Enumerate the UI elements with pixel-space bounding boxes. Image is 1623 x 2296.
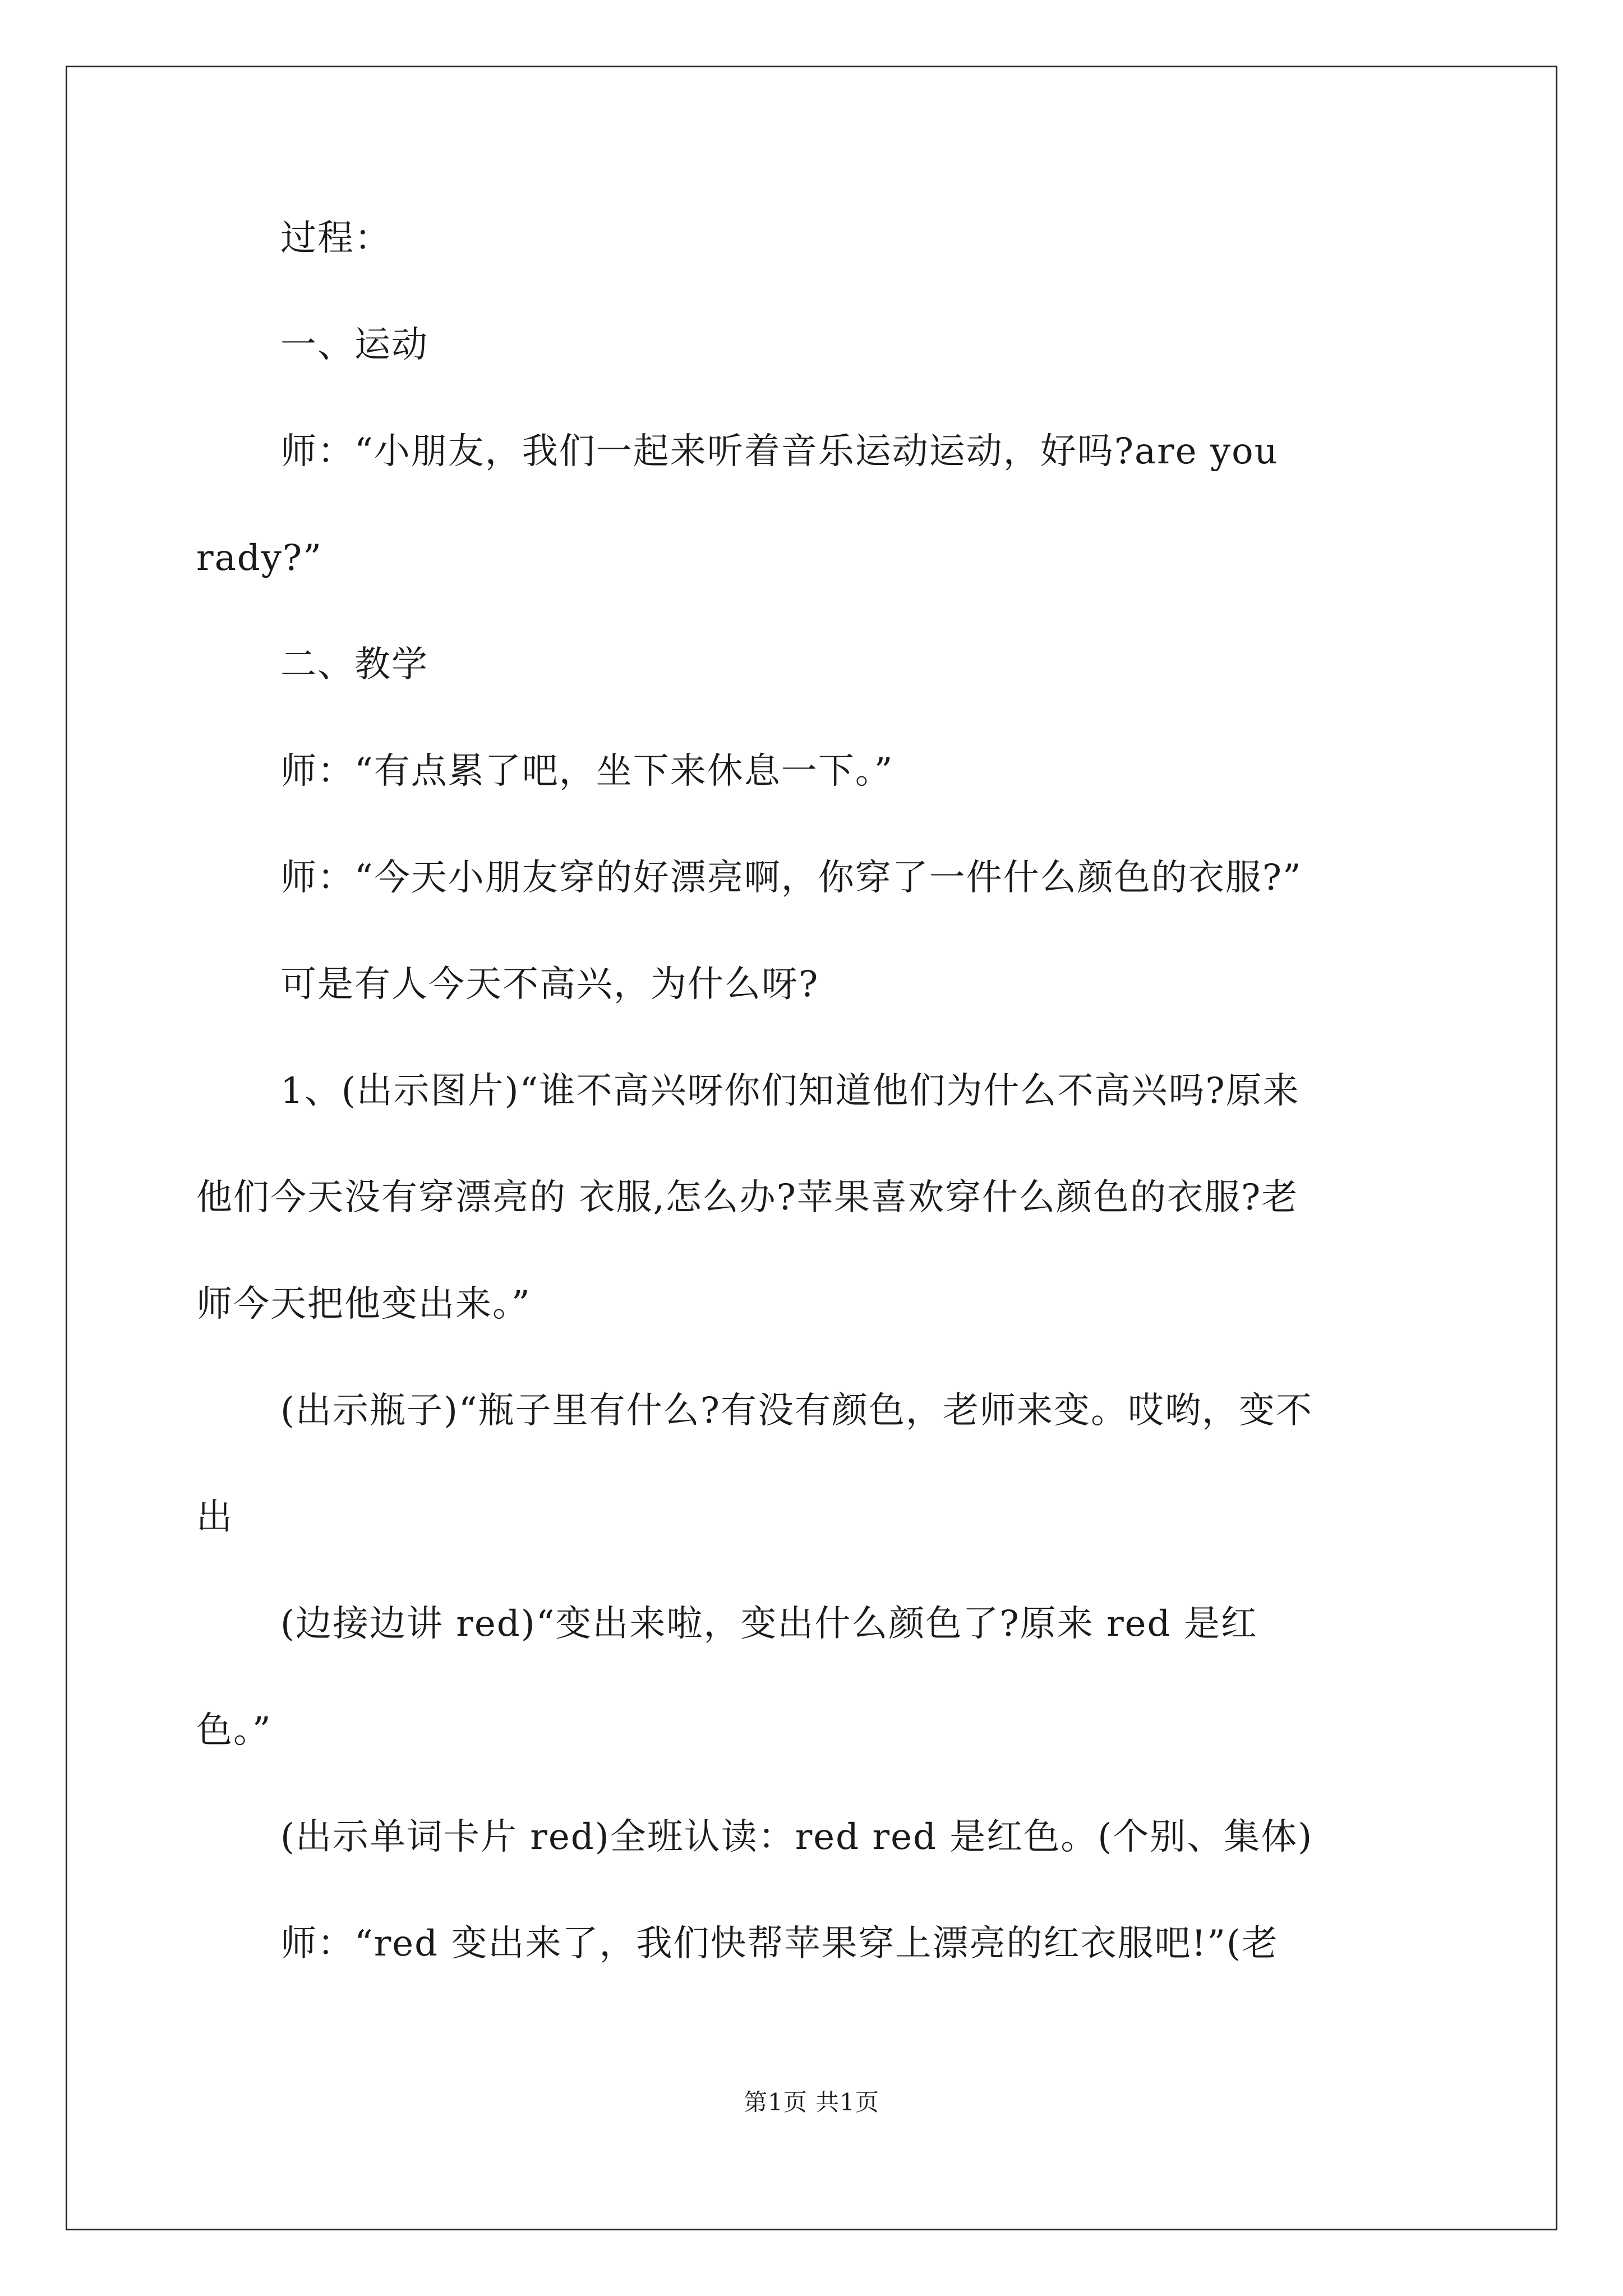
- text-line: 二、教学: [280, 644, 428, 685]
- text-line: 可是有人今天不高兴，为什么呀?: [280, 964, 819, 1005]
- text-line: 师今天把他变出来。”: [196, 1283, 531, 1325]
- text-line: 1、(出示图片)“谁不高兴呀你们知道他们为什么不高兴吗?原来: [280, 1070, 1300, 1112]
- text-line: 出: [196, 1497, 233, 1538]
- text-line: rady?”: [196, 537, 322, 579]
- text-line: 过程：: [280, 218, 391, 259]
- text-line: 师：“今天小朋友穿的好漂亮啊，你穿了一件什么颜色的衣服?”: [280, 857, 1302, 899]
- text-line: 色。”: [196, 1710, 272, 1751]
- text-line: 师：“red 变出来了，我们快帮苹果穿上漂亮的红衣服吧!”(老: [280, 1923, 1279, 1964]
- text-line: (出示瓶子)“瓶子里有什么?有没有颜色，老师来变。哎哟，变不: [280, 1390, 1313, 1432]
- text-line: (边接边讲 red)“变出来啦，变出什么颜色了?原来 red 是红: [280, 1603, 1258, 1645]
- text-line: 师：“有点累了吧，坐下来休息一下。”: [280, 751, 894, 792]
- text-line: 他们今天没有穿漂亮的 衣服,怎么办?苹果喜欢穿什么颜色的衣服?老: [196, 1177, 1299, 1218]
- text-line: (出示单词卡片 red)全班认读：red red 是红色。(个别、集体): [280, 1816, 1313, 1858]
- text-line: 师：“小朋友，我们一起来听着音乐运动运动，好吗?are you: [280, 431, 1279, 472]
- page-footer: 第1页 共1页: [744, 2088, 879, 2116]
- text-line: 一、运动: [280, 324, 428, 366]
- page-border: [66, 66, 1557, 2230]
